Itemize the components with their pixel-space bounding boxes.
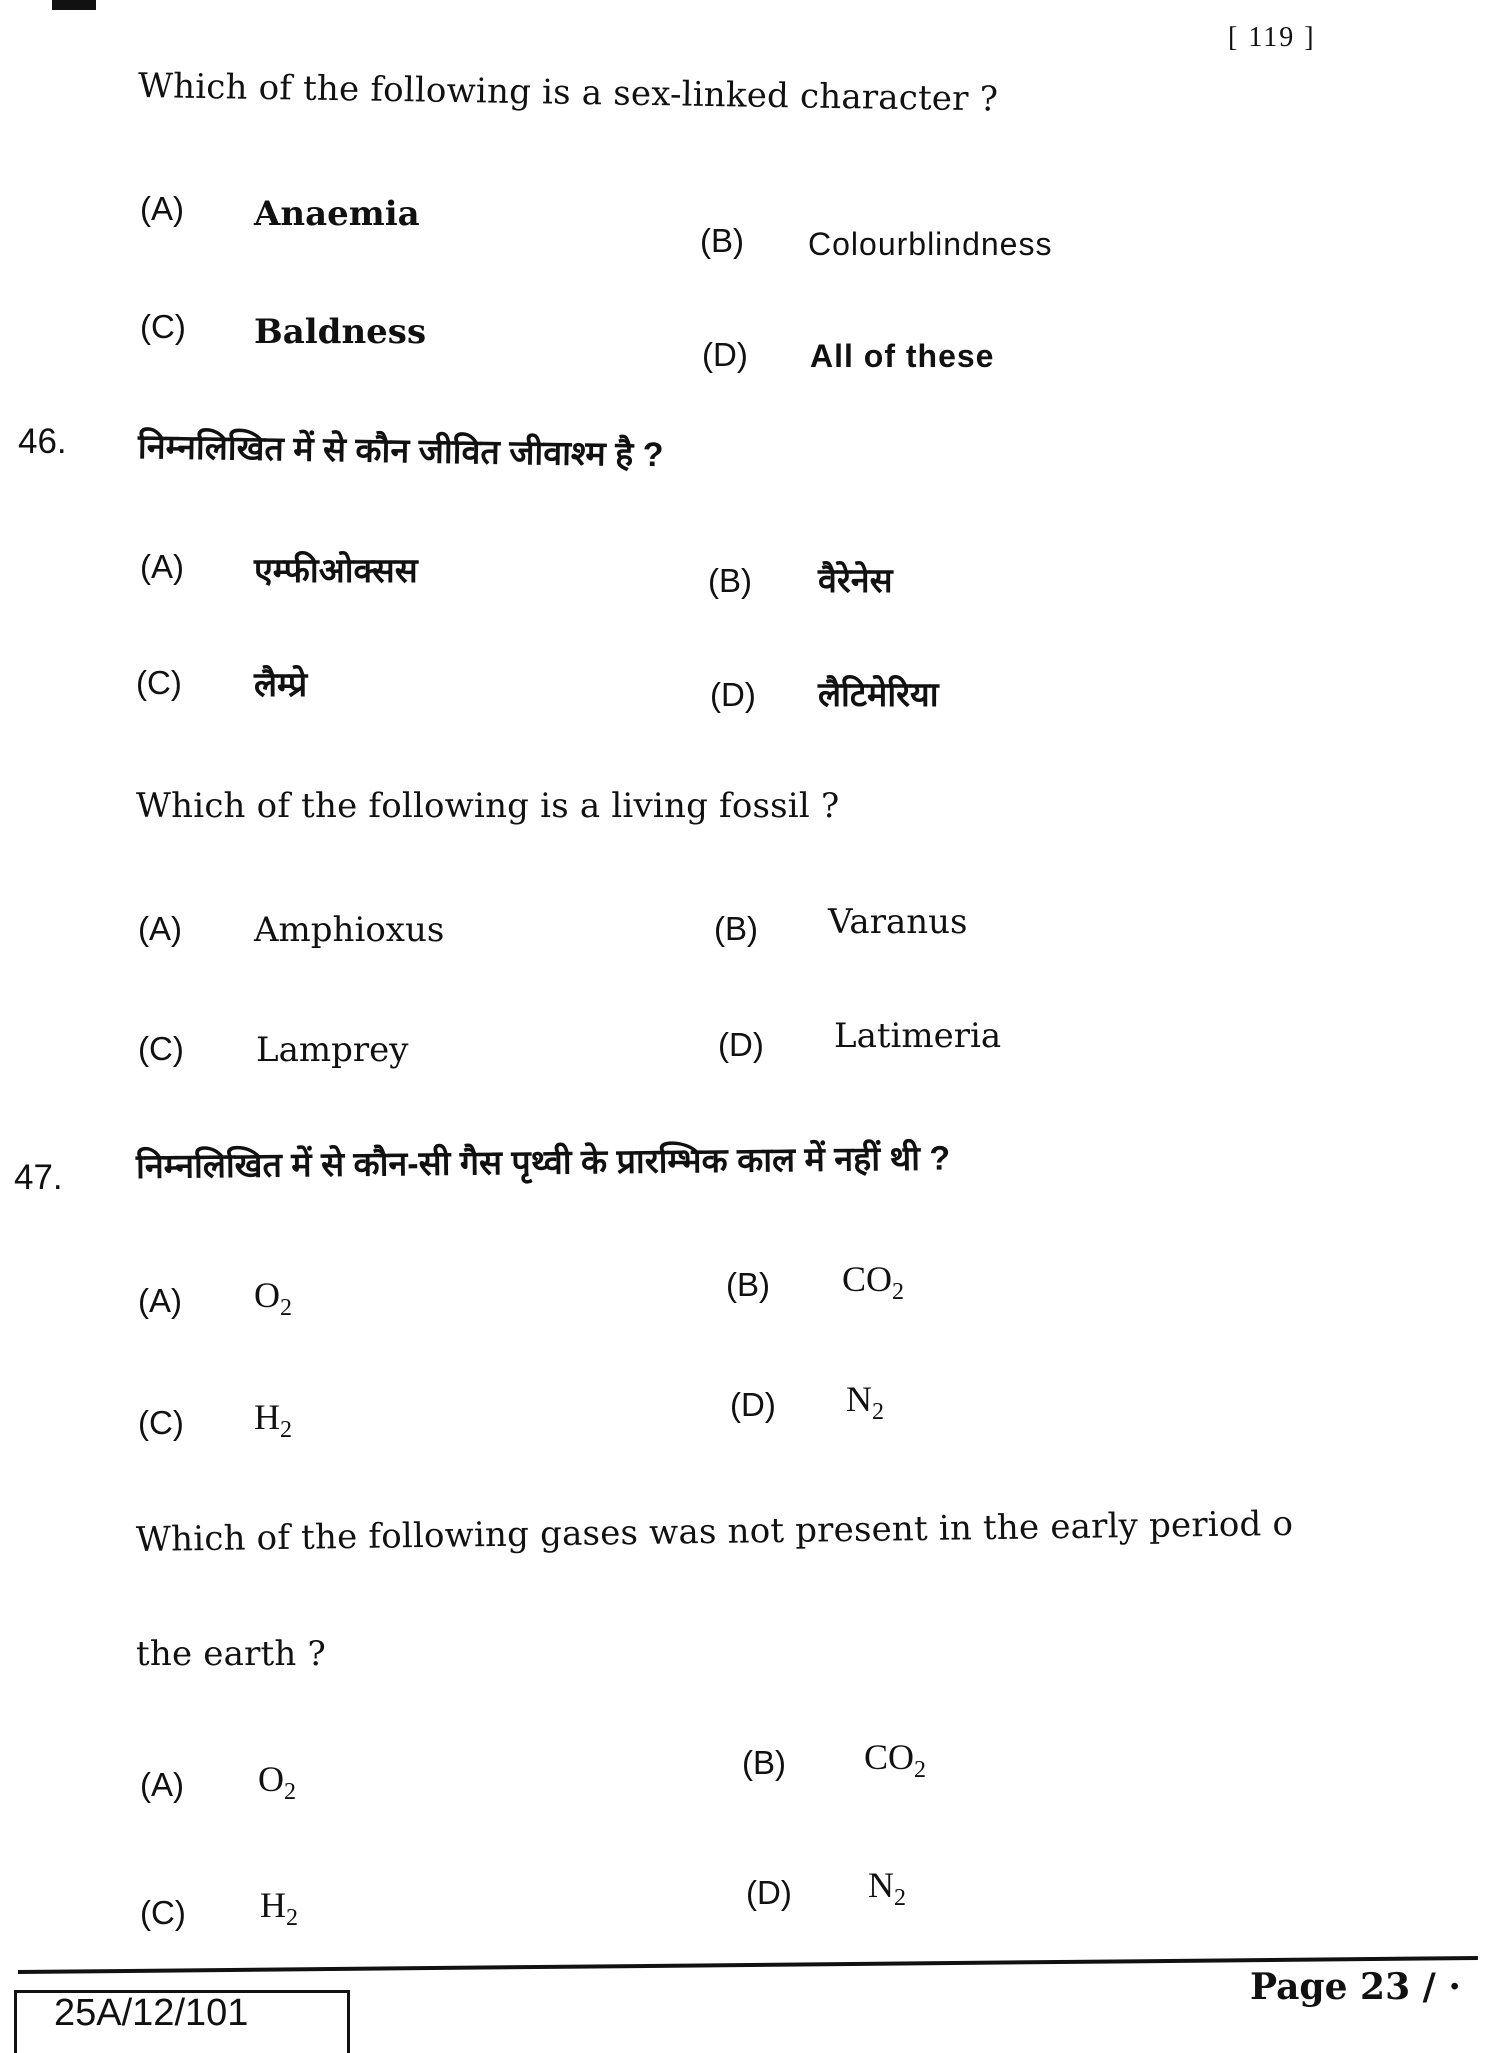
q47-english-option-b-formula: $CO_2$ <box>864 1737 927 1783</box>
q46-hindi-option-c-label: (C) <box>136 664 182 701</box>
q46-english-option-c-text: Lamprey <box>256 1030 409 1070</box>
q46-hindi-option-d-label: (D) <box>710 676 756 713</box>
q46-hindi-option-b-text: वैरेनेस <box>818 562 893 600</box>
q47-hindi-option-d-formula: $N_2$ <box>846 1379 884 1425</box>
question-45-english-text: Which of the following is a sex-linked character ? <box>137 66 999 120</box>
q46-hindi-option-c-text: लैम्प्रे <box>254 666 308 704</box>
q47-english-option-c-label: (C) <box>140 1894 186 1931</box>
q45-option-c-label: (C) <box>140 308 186 345</box>
q45-option-d-text: All of these <box>810 338 995 374</box>
q47-english-option-a-label: (A) <box>140 1766 184 1803</box>
q46-english-option-c-label: (C) <box>138 1030 184 1067</box>
q47-english-option-d-formula: $N_2$ <box>868 1865 906 1911</box>
q47-hindi-option-c-formula: $H_2$ <box>254 1397 292 1443</box>
q47-hindi-option-a-label: (A) <box>138 1282 182 1319</box>
q45-option-a-text: Anaemia <box>254 194 420 234</box>
corner-mark <box>52 0 96 10</box>
paper-code: 25A/12/101 <box>54 1992 249 2034</box>
question-46-english-text: Which of the following is a living fossil ? <box>136 786 840 826</box>
q47-english-option-a-formula: $O_2$ <box>258 1759 296 1805</box>
q45-option-b-label: (B) <box>700 222 744 259</box>
question-47-number: 47. <box>14 1158 63 1197</box>
q47-english-option-b-label: (B) <box>742 1744 786 1781</box>
q46-english-option-a-text: Amphioxus <box>254 910 445 950</box>
q47-hindi-option-d-label: (D) <box>730 1386 776 1423</box>
q46-hindi-option-a-text: एम्फीओक्सस <box>254 552 418 590</box>
question-46-hindi-text: निम्नलिखित में से कौन जीवित जीवाश्म है ? <box>137 428 664 475</box>
q45-option-d-label: (D) <box>702 336 748 373</box>
q46-english-option-d-label: (D) <box>718 1026 764 1063</box>
q46-hindi-option-a-label: (A) <box>140 548 184 585</box>
q45-option-b-text: Colourblindness <box>808 226 1053 262</box>
q47-hindi-option-a-formula: $O_2$ <box>254 1275 292 1321</box>
q46-english-option-b-text: Varanus <box>828 902 968 942</box>
question-47-english-text-line1: Which of the following gases was not present in the early period o <box>135 1503 1294 1560</box>
question-46-number: 46. <box>18 422 67 461</box>
page-marker: [ 119 ] <box>1228 22 1316 53</box>
q45-option-a-label: (A) <box>140 190 184 227</box>
q46-english-option-d-text: Latimeria <box>834 1016 1002 1056</box>
q46-hindi-option-b-label: (B) <box>708 562 752 599</box>
q47-hindi-option-b-formula: $CO_2$ <box>842 1259 905 1305</box>
q46-english-option-b-label: (B) <box>714 910 758 947</box>
q45-option-c-text: Baldness <box>254 312 427 352</box>
question-47-english-text-line2: the earth ? <box>136 1634 326 1674</box>
q46-english-option-a-label: (A) <box>138 910 182 947</box>
q46-hindi-option-d-text: लैटिमेरिया <box>818 676 939 714</box>
q47-hindi-option-b-label: (B) <box>726 1266 770 1303</box>
q47-english-option-c-formula: $H_2$ <box>260 1885 298 1931</box>
q47-hindi-option-c-label: (C) <box>138 1404 184 1441</box>
question-47-hindi-text: निम्नलिखित में से कौन-सी गैस पृथ्वी के प्रारम्भिक काल में नहीं थी ? <box>135 1139 951 1186</box>
page-number: Page 23 / · <box>1250 1966 1461 2008</box>
q47-english-option-d-label: (D) <box>746 1874 792 1911</box>
